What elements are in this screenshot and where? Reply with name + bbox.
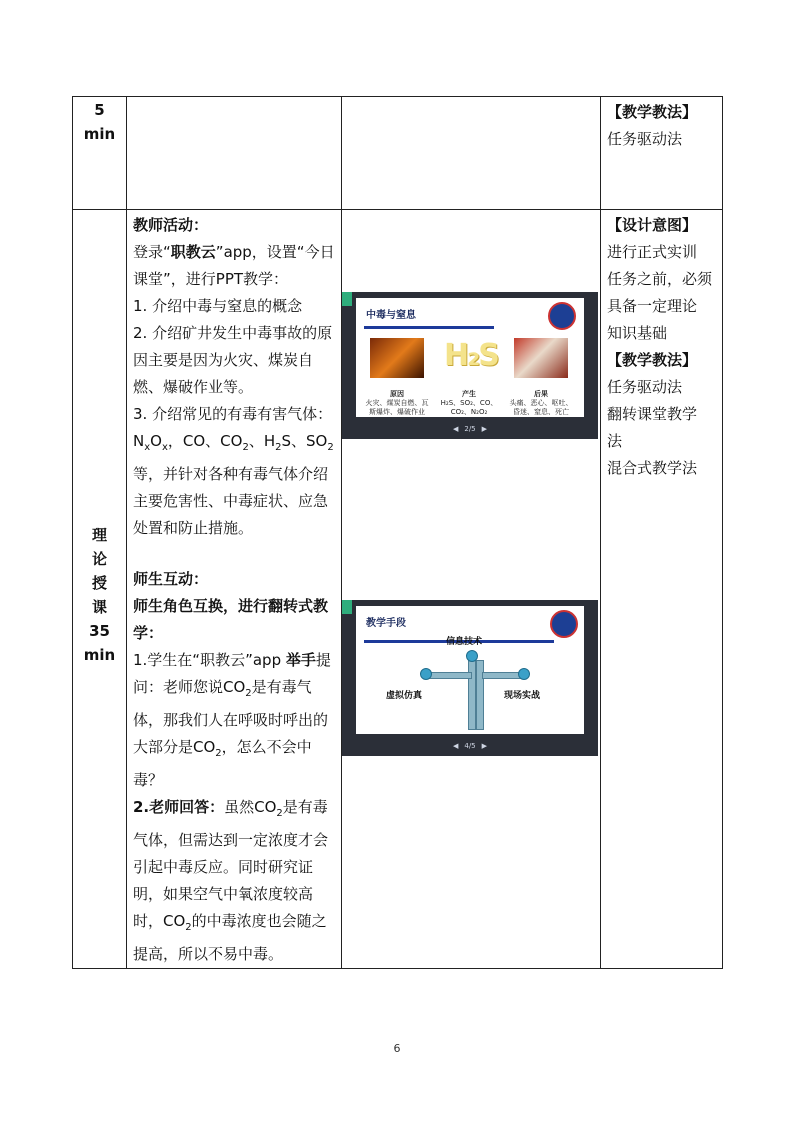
node-label: 虚拟仿真 xyxy=(386,691,423,701)
item-3: 3. 介绍常见的有毒有害气体：$N_xO_x$，CO、$CO_2$、$H_2S$、$SO_2$等，并针对各种有毒气体介绍主要危害性、中毒症状、应急处置和防止措施。 xyxy=(133,405,334,537)
school-logo-icon xyxy=(548,302,576,330)
school-logo-icon xyxy=(550,610,578,638)
connector-line xyxy=(476,660,484,730)
methods-line: 翻转课堂教学 xyxy=(607,405,698,423)
stage-line: 5 xyxy=(94,101,105,119)
slide-toolbar xyxy=(356,421,584,437)
teacher-answer: 2.老师回答：虽然$CO_2$是有毒气体，但需达到一定浓度才会引起中毒反应。同时研究证明，如果空气中氧浓度较高时，$CO_2$的中毒浓度也会随之提高，所以不易中毒。 xyxy=(133,798,329,963)
node-label: 现场实战 xyxy=(504,691,541,701)
stage-line: 35 xyxy=(89,622,110,640)
stage-line: 理 xyxy=(91,526,107,544)
prev-icon[interactable]: ◀ xyxy=(452,742,459,750)
table-row xyxy=(73,210,723,969)
interaction-subheading: 师生角色互换，进行翻转式教学： xyxy=(133,597,329,642)
slide-caption: 后果 头痛、恶心、呕吐、昏迷、窒息、死亡 xyxy=(509,390,573,416)
item-2: 2. 介绍矿井发生中毒事故的原因主要是因为火灾、煤炭自燃、爆破作业等。 xyxy=(133,324,333,396)
slide-page: 4/5 xyxy=(464,742,476,750)
lesson-plan-table xyxy=(72,96,723,969)
slide-title: 教学手段 xyxy=(366,618,406,629)
methods-heading: 【教学教法】 xyxy=(607,103,698,121)
stage-line: 课 xyxy=(91,598,107,616)
methods-line: 法 xyxy=(607,432,623,450)
slide-caption: 原因 火灾、煤炭自燃、瓦斯爆炸、爆破作业 xyxy=(365,390,429,416)
media-cell xyxy=(342,97,601,210)
stage-line: 授 xyxy=(91,574,107,592)
slide-tab-icon xyxy=(342,292,352,306)
design-line: 任务之前，必须 xyxy=(607,270,713,288)
design-heading: 【设计意图】 xyxy=(607,216,698,234)
stage-cell xyxy=(73,210,127,969)
connector-line xyxy=(428,672,472,679)
stage-line: 论 xyxy=(91,550,107,568)
methods-line: 任务驱动法 xyxy=(607,378,683,396)
activities-cell xyxy=(127,97,342,210)
slide-rule xyxy=(364,326,494,329)
node-dot xyxy=(466,650,478,662)
h2s-graphic: H₂S xyxy=(444,338,498,373)
next-icon[interactable]: ▶ xyxy=(481,425,488,433)
rescue-photo xyxy=(514,338,568,378)
interaction-heading: 师生互动： xyxy=(133,570,209,588)
methods-line: 混合式教学法 xyxy=(607,459,698,477)
node-dot xyxy=(518,668,530,680)
slide-page: 2/5 xyxy=(464,425,476,433)
slide-thumbnail xyxy=(342,600,598,756)
teacher-heading: 教师活动： xyxy=(133,216,209,234)
node-dot xyxy=(420,668,432,680)
slide-caption: 产生 H₂S、SO₂、CO、CO₂、N₂O₂ xyxy=(440,390,498,416)
design-line: 进行正式实训 xyxy=(607,243,698,261)
design-line: 知识基础 xyxy=(607,324,668,342)
login-text: 登录“职教云”app，设置“今日课堂”，进行PPT教学： xyxy=(133,243,335,288)
design-line: 具备一定理论 xyxy=(607,297,698,315)
notes-cell xyxy=(601,97,723,210)
prev-icon[interactable]: ◀ xyxy=(452,425,459,433)
next-icon[interactable]: ▶ xyxy=(481,742,488,750)
stage-line: min xyxy=(83,646,116,664)
page-number: 6 xyxy=(393,1042,401,1055)
activities-cell xyxy=(127,210,342,969)
media-cell xyxy=(342,210,601,969)
slide-thumbnail xyxy=(342,292,598,439)
table-row xyxy=(73,97,723,210)
notes-cell xyxy=(601,210,723,969)
node-label: 信息技术 xyxy=(446,637,483,647)
fire-photo xyxy=(370,338,424,378)
methods-heading: 【教学教法】 xyxy=(607,351,698,369)
slide-tab-icon xyxy=(342,600,352,614)
connector-line xyxy=(468,660,476,730)
student-question: 1.学生在“职教云”app 举手提问：老师您说$CO_2$是有毒气体，那我们人在呼吸时呼出的大部分是$CO_2$，怎么不会中毒？ xyxy=(133,651,331,789)
slide-toolbar xyxy=(356,738,584,754)
item-1: 1. 介绍中毒与窒息的概念 xyxy=(133,297,303,315)
stage-cell xyxy=(73,97,127,210)
methods-line: 任务驱动法 xyxy=(607,130,683,148)
slide-title: 中毒与窒息 xyxy=(366,310,416,321)
stage-line: min xyxy=(83,125,116,143)
